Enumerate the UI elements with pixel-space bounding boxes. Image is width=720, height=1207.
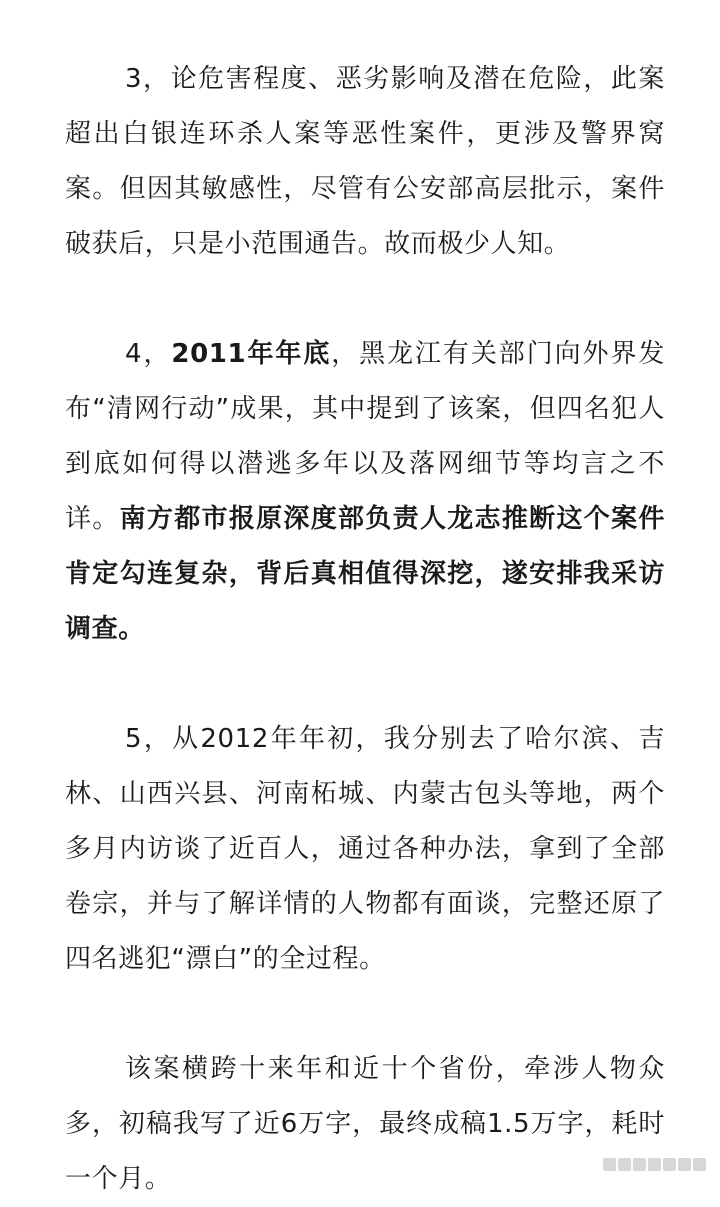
paragraph-3-text: 3，论危害程度、恶劣影响及潜在危险，此案超出白银连环杀人案等恶性案件，更涉及警界窝案。但因其敏感性，尽管有公安部高层批示，案件破获后，只是小范围通告。故而极少人知。 [65, 64, 665, 259]
watermark-block-icon [693, 1158, 706, 1171]
article-body [65, 52, 665, 1207]
watermark-block-icon [603, 1158, 616, 1171]
watermark-block-icon [618, 1158, 631, 1171]
watermark-block-icon [648, 1158, 661, 1171]
paragraph-5-text: 5，从2012年年初，我分别去了哈尔滨、吉林、山西兴县、河南柘城、内蒙古包头等地，两个多月内访谈了近百人，通过各种办法，拿到了全部卷宗，并与了解详情的人物都有面谈，完整还原了四名逃犯“漂白”的全过程。 [65, 724, 665, 974]
paragraph-4-date-bold: 2011年年底 [171, 339, 332, 369]
paragraph-4-emphasis-bold: 南方都市报原深度部负责人龙志推断这个案件肯定勾连复杂，背后真相值得深挖，遂安排我采访调查。 [65, 504, 665, 644]
paragraph-closing [65, 1042, 665, 1207]
paragraph-4-text: ，黑龙江有关部门向外界发布“清网行动”成果，其中提到了该案，但四名犯人到底如何得以潜逃多年以及落网细节等均言之不详。 [65, 339, 665, 534]
watermark-block-icon [633, 1158, 646, 1171]
watermark-block-icon [663, 1158, 676, 1171]
paragraph-5 [65, 712, 665, 987]
watermark-block-icon [678, 1158, 691, 1171]
paragraph-4 [65, 327, 665, 657]
paragraph-3 [65, 52, 665, 272]
watermark-icon [603, 1158, 706, 1171]
paragraph-4-number: 4， [125, 339, 172, 369]
paragraph-closing-text: 该案横跨十来年和近十个省份，牵涉人物众多，初稿我写了近6万字，最终成稿1.5万字，耗时一个月。 [65, 1054, 665, 1194]
